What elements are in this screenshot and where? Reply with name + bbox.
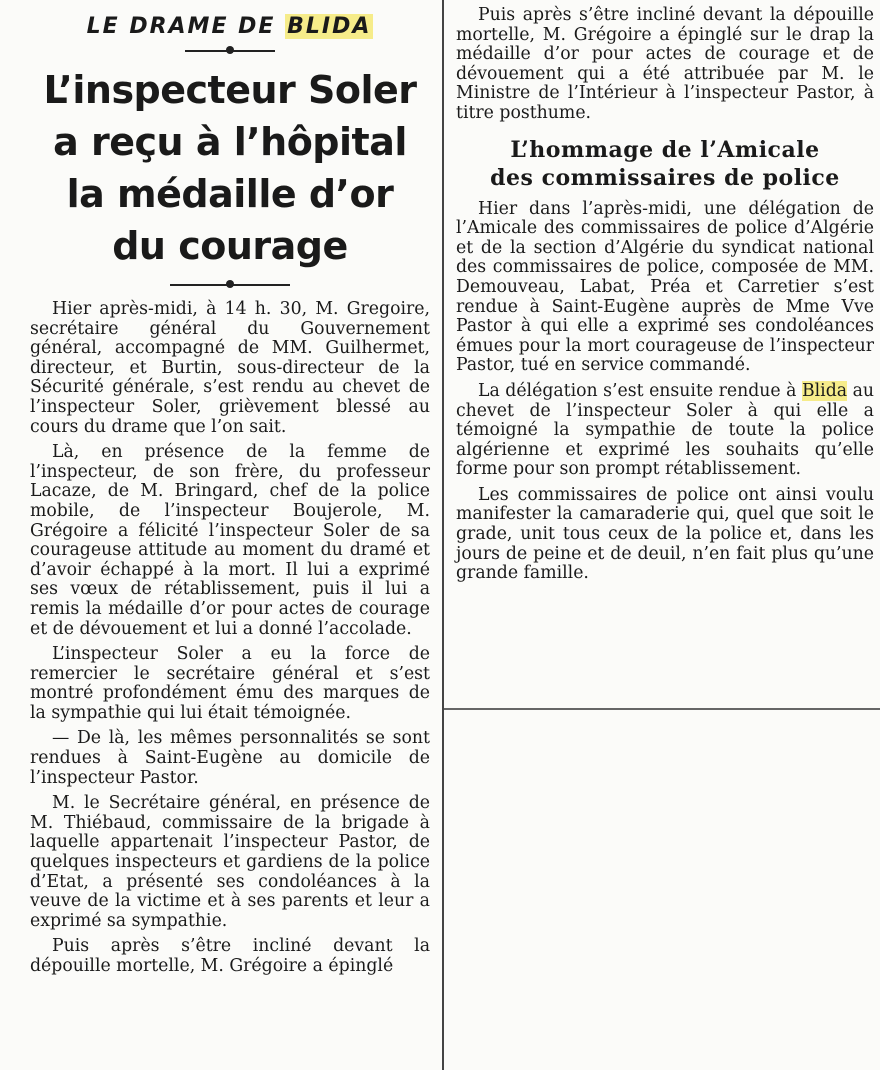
article-headline [30, 64, 430, 272]
right-body-text-2 [456, 200, 874, 584]
paragraph: M. le Secrétaire général, en présence de M. Thiébaud, commissaire de la brigade à laquelle appartenait l’inspecteur Pastor, de quelques inspecteurs et gardiens de la police d’Etat, a présenté ses condoléances à la veuve de la victime et à ses parents et leur a exprimé sa sympathie. [30, 793, 430, 931]
paragraph: — De là, les mêmes personnalités se sont rendues à Saint-Eugène au domicile de l’inspecteur Pastor. [30, 728, 430, 788]
kicker-separator-rule [185, 46, 275, 56]
headline-line: L’inspecteur Soler [43, 68, 417, 112]
headline-line: a reçu à l’hôpital [53, 120, 407, 164]
left-body-text [30, 300, 430, 977]
section-subheading [456, 136, 874, 192]
headline-separator-rule [170, 280, 290, 290]
paragraph-text: au chevet de l’inspecteur Soler à qui elle a témoigné la sympathie de toute la police algérienne et exprimé les souhaits qu’elle forme pour son prompt rétablissement. [456, 380, 875, 480]
subheading-line: des commissaires de police [490, 164, 840, 191]
headline-line: du courage [112, 224, 348, 268]
paragraph: Les commissaires de police ont ainsi voulu manifester la camaraderie qui, quel que soit le grade, unit tous ceux de la police et, dans les jours de peine et de deuil, n’en fait plus qu’une grande famille. [456, 484, 874, 584]
paragraph: Hier dans l’après-midi, une délégation de l’Amicale des commissaires de police d’Algérie et de la section d’Algérie du syndicat national des commissaires de police, composée de MM. Demouveau, Labat, Préa et Carretier s’est rendue à Saint-Eugène auprès de Mme Vve Pastor à qui elle a exprimé ses condoléances émues pour la mort courageuse de l’inspecteur Pastor, tué en service commandé. [456, 198, 874, 376]
paragraph: L’inspecteur Soler a eu la force de remercier le secrétaire général et s’est montré profondément ému des marques de la sympathie qui lui était témoignée. [30, 644, 430, 723]
subheading-line: L’hommage de l’Amicale [510, 136, 820, 163]
article-kicker [30, 12, 430, 42]
paragraph: Là, en présence de la femme de l’inspecteur, de son frère, du professeur Lacaze, de M. Bringard, chef de la police mobile, de l’inspecteur Boujerole, M. Grégoire a félicité l’inspecteur Soler de sa courageuse attitude au moment du dramé et d’avoir échappé à la mort. Il lui a exprimé ses vœux de rétablissement, puis il lui a remis la médaille d’or pour actes de courage et de dévouement et lui a donné l’accolade. [30, 442, 430, 639]
right-column [444, 0, 880, 710]
headline-line: la médaille d’or [66, 172, 394, 216]
kicker-place-highlighted: BLIDA [287, 14, 372, 39]
paragraph: Hier après-midi, à 14 h. 30, M. Gregoire, secrétaire général du Gouvernement général, accompagné de MM. Guilhermet, directeur, et Burtin, sous-directeur de la Sécurité générale, s’est rendu au chevet de l’inspecteur Soler, grièvement blessé au cours du drame que l’on sait. [30, 299, 430, 437]
place-highlighted: Blida [801, 380, 848, 401]
paragraph: Puis après s’être incliné devant la dépouille mortelle, M. Grégoire a épinglé sur le drap la médaille d’or pour actes de courage et de dévouement qui a été attribuée par M. le Ministre de l’Intérieur à l’inspecteur Pastor, à titre posthume. [456, 5, 874, 123]
paragraph-text: La délégation s’est ensuite rendue à [478, 380, 802, 401]
paragraph: Puis après s’être incliné devant la dépouille mortelle, M. Grégoire a épinglé [30, 936, 430, 976]
right-body-text [456, 6, 874, 124]
paragraph [456, 382, 874, 480]
kicker-prefix: LE DRAME DE [86, 14, 286, 39]
